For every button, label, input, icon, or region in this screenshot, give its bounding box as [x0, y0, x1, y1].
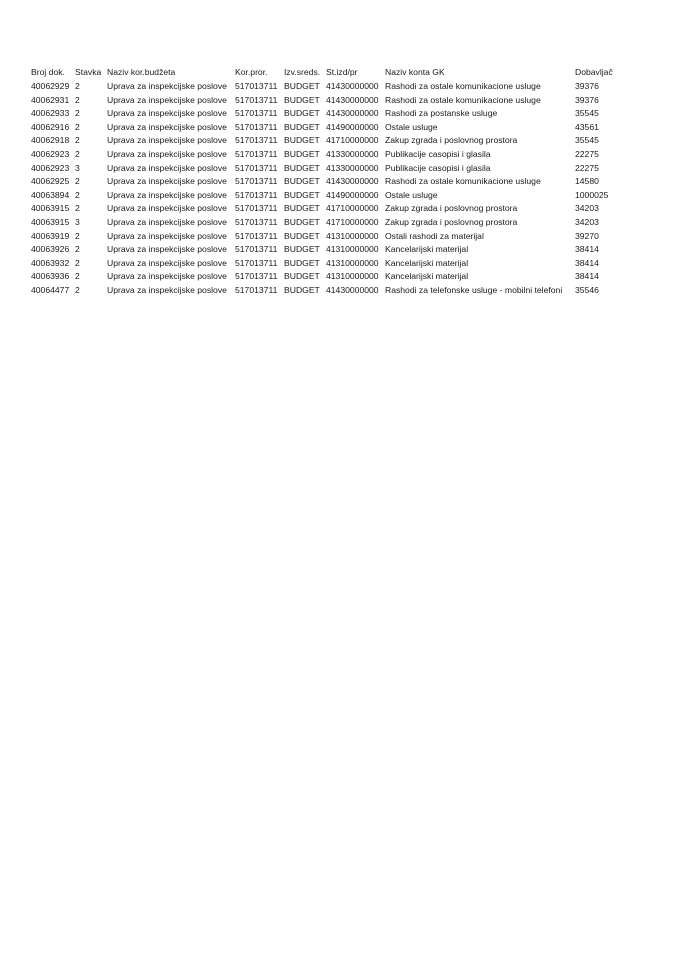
dobavljac-cell: 39270 — [575, 230, 599, 241]
header-naziv-konta-gk: Naziv konta GK — [385, 67, 445, 77]
stavka-cell: 2 — [75, 230, 80, 241]
dobavljac-cell: 38414 — [575, 271, 599, 282]
stavka-cell: 3 — [75, 216, 80, 227]
kor-pror-cell: 517013711 — [235, 216, 278, 227]
izv-sreds-cell: BUDGET — [284, 121, 320, 132]
st-izd-pr-cell: 41430000000 — [326, 81, 379, 91]
naziv-konta-gk-cell: Zakup zgrada i poslovnog prostora — [385, 216, 518, 227]
st-izd-pr-cell: 41430000000 — [326, 94, 379, 105]
st-izd-pr-cell: 41310000000 — [326, 244, 379, 255]
naziv-kor-budzeta-cell: Uprava za inspekcijske poslove — [107, 135, 227, 146]
broj-dok-cell: 40063926 — [31, 244, 70, 255]
naziv-konta-gk-cell: Ostali rashodi za materijal — [385, 230, 484, 241]
table-row — [31, 94, 621, 108]
table-row — [31, 284, 621, 298]
st-izd-pr-cell: 41310000000 — [326, 257, 379, 268]
stavka-cell: 2 — [75, 121, 80, 132]
header-st-izd-pr: St.izd/pr — [326, 67, 358, 77]
dobavljac-cell: 38414 — [575, 244, 599, 255]
naziv-kor-budzeta-cell: Uprava za inspekcijske poslove — [107, 94, 227, 105]
naziv-kor-budzeta-cell: Uprava za inspekcijske poslove — [107, 244, 227, 255]
st-izd-pr-cell: 41490000000 — [326, 189, 379, 200]
stavka-cell: 2 — [75, 81, 80, 91]
st-izd-pr-cell: 41430000000 — [326, 108, 379, 119]
header-kor-pror: Kor.pror. — [235, 67, 268, 77]
naziv-konta-gk-cell: Publikacije casopisi i glasila — [385, 148, 491, 159]
table-row — [31, 80, 621, 94]
naziv-konta-gk-cell: Rashodi za ostale komunikacione usluge — [385, 176, 541, 187]
naziv-konta-gk-cell: Kancelarijski materijal — [385, 257, 469, 268]
naziv-konta-gk-cell: Ostale usluge — [385, 121, 438, 132]
kor-pror-cell: 517013711 — [235, 284, 278, 295]
dobavljac-cell: 39376 — [575, 94, 599, 105]
izv-sreds-cell: BUDGET — [284, 189, 320, 200]
naziv-kor-budzeta-cell: Uprava za inspekcijske poslove — [107, 203, 227, 214]
stavka-cell: 2 — [75, 108, 80, 119]
document-sheet — [31, 66, 621, 298]
broj-dok-cell: 40062931 — [31, 94, 70, 105]
kor-pror-cell: 517013711 — [235, 244, 278, 255]
table-row — [31, 162, 621, 176]
st-izd-pr-cell: 41430000000 — [326, 176, 379, 187]
dobavljac-cell: 1000025 — [575, 189, 609, 200]
broj-dok-cell: 40062923 — [31, 162, 70, 173]
stavka-cell: 2 — [75, 244, 80, 255]
header-izv-sreds: Izv.sreds. — [284, 67, 321, 77]
table-row — [31, 148, 621, 162]
dobavljac-cell: 38414 — [575, 257, 599, 268]
st-izd-pr-cell: 41330000000 — [326, 148, 379, 159]
kor-pror-cell: 517013711 — [235, 203, 278, 214]
header-broj-dok: Broj dok. — [31, 67, 65, 77]
broj-dok-cell: 40063919 — [31, 230, 70, 241]
kor-pror-cell: 517013711 — [235, 162, 278, 173]
st-izd-pr-cell: 41310000000 — [326, 271, 379, 282]
dobavljac-cell: 34203 — [575, 203, 599, 214]
table-header — [31, 66, 621, 80]
stavka-cell: 2 — [75, 176, 80, 187]
broj-dok-cell: 40062916 — [31, 121, 70, 132]
kor-pror-cell: 517013711 — [235, 257, 278, 268]
broj-dok-cell: 40062918 — [31, 135, 70, 146]
izv-sreds-cell: BUDGET — [284, 230, 320, 241]
table-row — [31, 121, 621, 135]
broj-dok-cell: 40063915 — [31, 203, 70, 214]
header-naziv-kor-budzeta: Naziv kor.budžeta — [107, 67, 176, 77]
naziv-kor-budzeta-cell: Uprava za inspekcijske poslove — [107, 257, 227, 268]
naziv-konta-gk-cell: Ostale usluge — [385, 189, 438, 200]
izv-sreds-cell: BUDGET — [284, 203, 320, 214]
table-row — [31, 107, 621, 121]
naziv-konta-gk-cell: Rashodi za postanske usluge — [385, 108, 498, 119]
stavka-cell: 2 — [75, 284, 80, 295]
broj-dok-cell: 40062923 — [31, 148, 70, 159]
dobavljac-cell: 35545 — [575, 108, 599, 119]
kor-pror-cell: 517013711 — [235, 81, 278, 91]
header-row — [31, 66, 621, 80]
broj-dok-cell: 40062925 — [31, 176, 70, 187]
izv-sreds-cell: BUDGET — [284, 216, 320, 227]
naziv-konta-gk-cell: Publikacije casopisi i glasila — [385, 162, 491, 173]
izv-sreds-cell: BUDGET — [284, 81, 320, 91]
broj-dok-cell: 40062929 — [31, 81, 70, 91]
broj-dok-cell: 40063894 — [31, 189, 70, 200]
payments-table — [31, 66, 621, 298]
dobavljac-cell: 14580 — [575, 176, 599, 187]
st-izd-pr-cell: 41430000000 — [326, 284, 379, 295]
kor-pror-cell: 517013711 — [235, 121, 278, 132]
st-izd-pr-cell: 41310000000 — [326, 230, 379, 241]
broj-dok-cell: 40063932 — [31, 257, 70, 268]
stavka-cell: 3 — [75, 162, 80, 173]
table-row — [31, 189, 621, 203]
naziv-kor-budzeta-cell: Uprava za inspekcijske poslove — [107, 121, 227, 132]
izv-sreds-cell: BUDGET — [284, 108, 320, 119]
table-row — [31, 230, 621, 244]
naziv-kor-budzeta-cell: Uprava za inspekcijske poslove — [107, 230, 227, 241]
table-row — [31, 216, 621, 230]
kor-pror-cell: 517013711 — [235, 148, 278, 159]
table-row — [31, 243, 621, 257]
izv-sreds-cell: BUDGET — [284, 257, 320, 268]
dobavljac-cell: 39376 — [575, 81, 599, 91]
naziv-kor-budzeta-cell: Uprava za inspekcijske poslove — [107, 148, 227, 159]
stavka-cell: 2 — [75, 257, 80, 268]
kor-pror-cell: 517013711 — [235, 108, 278, 119]
naziv-kor-budzeta-cell: Uprava za inspekcijske poslove — [107, 189, 227, 200]
header-dobavljac: Dobavljač — [575, 67, 613, 77]
broj-dok-cell: 40063915 — [31, 216, 70, 227]
stavka-cell: 2 — [75, 203, 80, 214]
naziv-kor-budzeta-cell: Uprava za inspekcijske poslove — [107, 108, 227, 119]
st-izd-pr-cell: 41710000000 — [326, 216, 379, 227]
naziv-kor-budzeta-cell: Uprava za inspekcijske poslove — [107, 271, 227, 282]
naziv-konta-gk-cell: Rashodi za ostale komunikacione usluge — [385, 94, 541, 105]
header-stavka: Stavka — [75, 67, 102, 77]
izv-sreds-cell: BUDGET — [284, 284, 320, 295]
naziv-konta-gk-cell: Rashodi za telefonske usluge - mobilni telefoni — [385, 284, 563, 295]
kor-pror-cell: 517013711 — [235, 230, 278, 241]
naziv-kor-budzeta-cell: Uprava za inspekcijske poslove — [107, 162, 227, 173]
broj-dok-cell: 40062933 — [31, 108, 70, 119]
dobavljac-cell: 35545 — [575, 135, 599, 146]
dobavljac-cell: 43561 — [575, 121, 599, 132]
table-row — [31, 257, 621, 271]
stavka-cell: 2 — [75, 148, 80, 159]
stavka-cell: 2 — [75, 271, 80, 282]
dobavljac-cell: 35546 — [575, 284, 599, 295]
naziv-konta-gk-cell: Kancelarijski materijal — [385, 244, 469, 255]
table-row — [31, 202, 621, 216]
kor-pror-cell: 517013711 — [235, 176, 278, 187]
kor-pror-cell: 517013711 — [235, 271, 278, 282]
naziv-kor-budzeta-cell: Uprava za inspekcijske poslove — [107, 284, 227, 295]
st-izd-pr-cell: 41710000000 — [326, 135, 379, 146]
naziv-konta-gk-cell: Zakup zgrada i poslovnog prostora — [385, 135, 518, 146]
kor-pror-cell: 517013711 — [235, 135, 278, 146]
broj-dok-cell: 40063936 — [31, 271, 70, 282]
izv-sreds-cell: BUDGET — [284, 135, 320, 146]
naziv-konta-gk-cell: Kancelarijski materijal — [385, 271, 469, 282]
stavka-cell: 2 — [75, 135, 80, 146]
stavka-cell: 2 — [75, 189, 80, 200]
st-izd-pr-cell: 41330000000 — [326, 162, 379, 173]
broj-dok-cell: 40064477 — [31, 284, 70, 295]
izv-sreds-cell: BUDGET — [284, 271, 320, 282]
st-izd-pr-cell: 41490000000 — [326, 121, 379, 132]
dobavljac-cell: 34203 — [575, 216, 599, 227]
table-body — [31, 80, 621, 298]
naziv-kor-budzeta-cell: Uprava za inspekcijske poslove — [107, 216, 227, 227]
kor-pror-cell: 517013711 — [235, 94, 278, 105]
izv-sreds-cell: BUDGET — [284, 244, 320, 255]
dobavljac-cell: 22275 — [575, 148, 599, 159]
izv-sreds-cell: BUDGET — [284, 148, 320, 159]
table-row — [31, 270, 621, 284]
dobavljac-cell: 22275 — [575, 162, 599, 173]
table-row — [31, 175, 621, 189]
naziv-konta-gk-cell: Zakup zgrada i poslovnog prostora — [385, 203, 518, 214]
naziv-kor-budzeta-cell: Uprava za inspekcijske poslove — [107, 176, 227, 187]
izv-sreds-cell: BUDGET — [284, 162, 320, 173]
naziv-kor-budzeta-cell: Uprava za inspekcijske poslove — [107, 81, 227, 91]
izv-sreds-cell: BUDGET — [284, 94, 320, 105]
st-izd-pr-cell: 41710000000 — [326, 203, 379, 214]
kor-pror-cell: 517013711 — [235, 189, 278, 200]
stavka-cell: 2 — [75, 94, 80, 105]
table-row — [31, 134, 621, 148]
naziv-konta-gk-cell: Rashodi za ostale komunikacione usluge — [385, 81, 541, 91]
izv-sreds-cell: BUDGET — [284, 176, 320, 187]
